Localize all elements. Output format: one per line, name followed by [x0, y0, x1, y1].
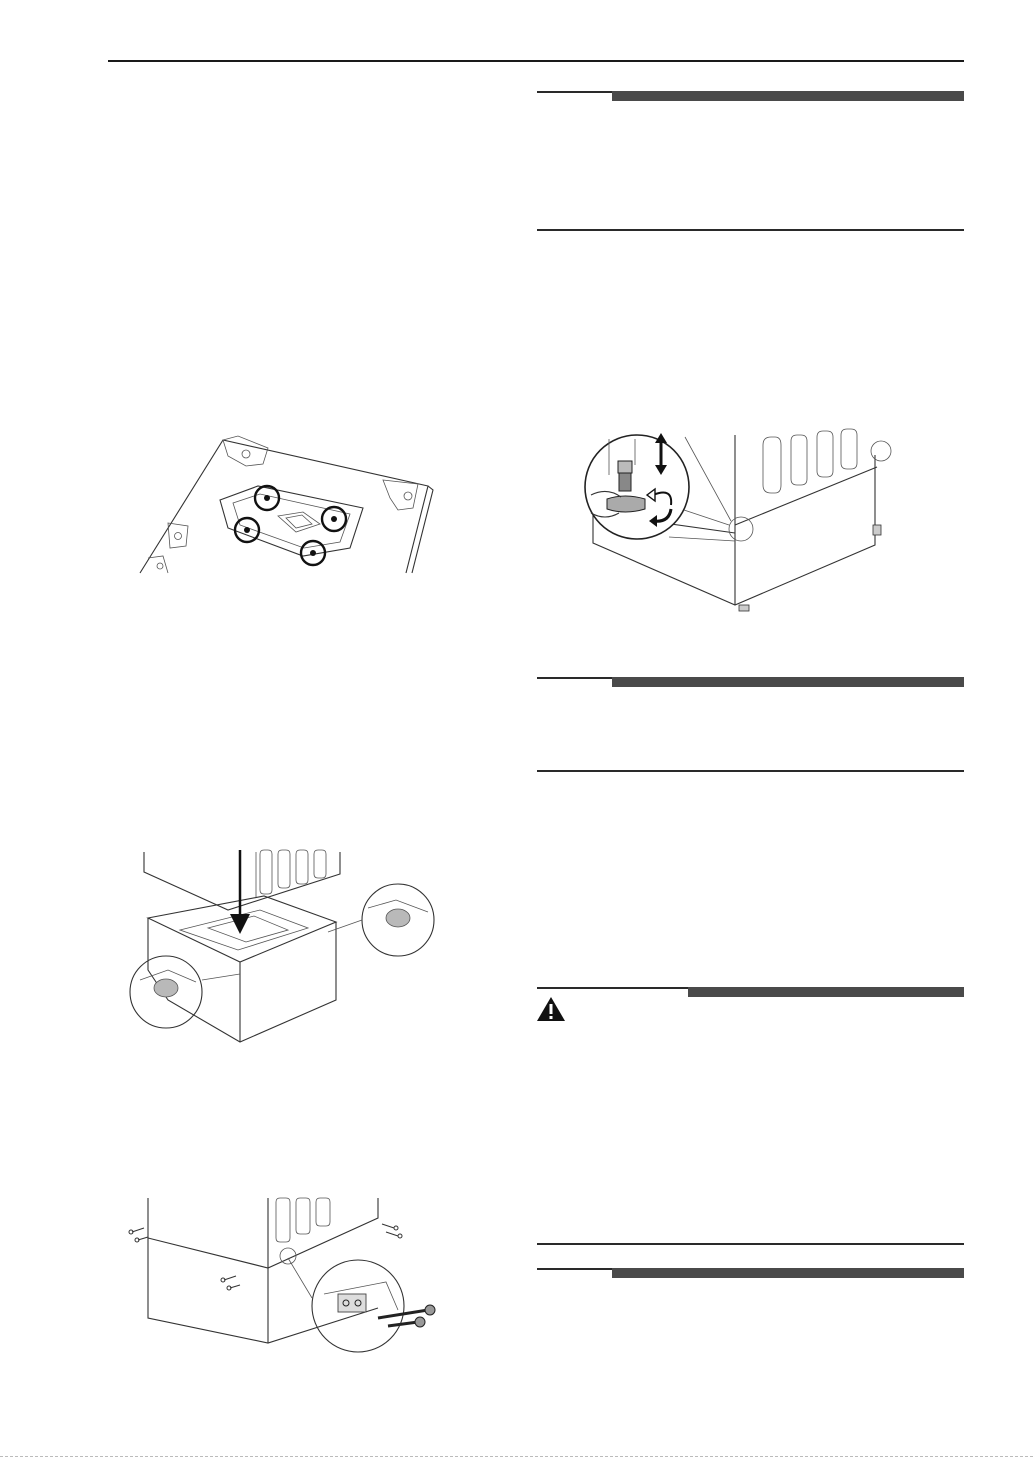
page-trim-line	[0, 1456, 1033, 1457]
header-rule	[108, 60, 964, 62]
note-end-rule	[537, 770, 964, 772]
bracket-screws-figure	[128, 1198, 448, 1348]
note-header-bar	[537, 1268, 964, 1278]
warning-end-rule	[537, 1243, 964, 1245]
note-header-bar	[537, 91, 964, 101]
leveling-foot-figure	[585, 425, 895, 615]
note-end-rule	[537, 229, 964, 231]
pedestal-top-view-figure	[128, 428, 438, 578]
warning-triangle-icon	[536, 996, 566, 1022]
note-header-bar	[537, 677, 964, 687]
warning-header-bar	[537, 987, 964, 997]
pedestal-alignment-figure	[128, 850, 438, 1045]
